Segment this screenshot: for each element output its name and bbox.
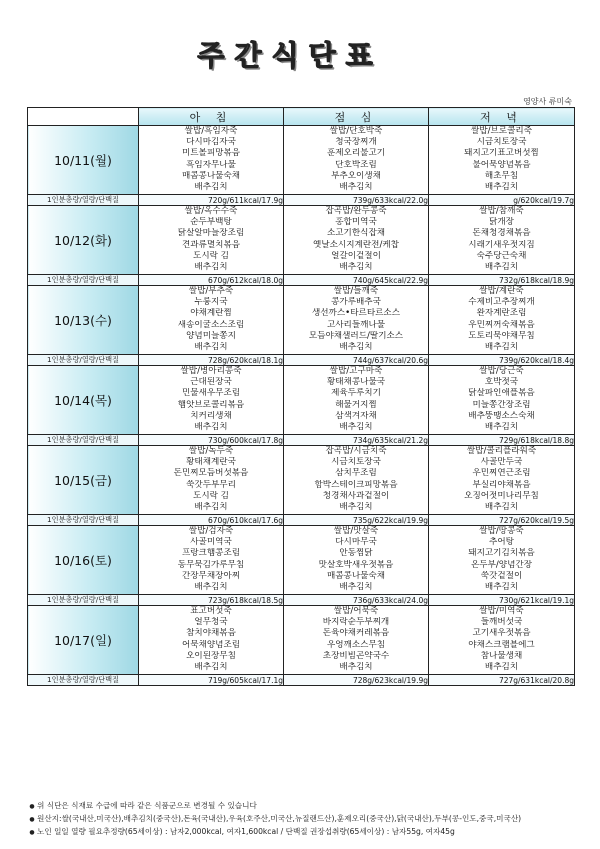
menu-item: 황태채계란국 xyxy=(186,457,236,468)
menu-item: 매콤콩나물숙채 xyxy=(181,170,241,181)
menu-item: 쌀밥/녹두죽 xyxy=(188,446,234,456)
menu-item: 시래기새우젓지짐 xyxy=(468,239,535,250)
menu-item: 야채계란찜 xyxy=(190,308,232,319)
menu-item: 치커리생채 xyxy=(190,410,232,421)
header-lunch: 점 심 xyxy=(284,108,429,126)
menu-item: 누룽지국 xyxy=(194,297,228,308)
meal-cell-dinner xyxy=(429,126,575,195)
meal-cell-dinner xyxy=(429,286,575,355)
menu-item: 쌀밥/흑임자죽 xyxy=(184,126,238,136)
nutrition-value-dinner: 729g/618kcal/18.8g xyxy=(429,435,575,446)
nutrition-value-lunch: 739g/633kcal/22.0g xyxy=(284,195,429,206)
nutrition-value-dinner: 727g/631kcal/20.8g xyxy=(429,675,575,686)
meal-cell-lunch xyxy=(284,526,429,595)
menu-item: 돼지고기김치볶음 xyxy=(468,548,535,559)
day-row xyxy=(28,446,575,515)
menu-item: 배추김치 xyxy=(339,182,373,193)
menu-item: 양념미늘쫑지 xyxy=(186,330,236,341)
weekly-menu-table xyxy=(27,107,575,686)
day-row xyxy=(28,366,575,435)
menu-item: 배추김치 xyxy=(484,502,519,513)
menu-item: 부실리야채볶음 xyxy=(472,479,531,490)
menu-item: 오이된장무침 xyxy=(186,650,236,661)
menu-item: 황태채콩나물국 xyxy=(326,377,386,388)
day-date: 10/12(화) xyxy=(28,206,139,275)
menu-item: 쌀밥/부추죽 xyxy=(188,286,234,296)
menu-item: 고사리들깨나물 xyxy=(326,319,386,330)
day-date: 10/11(월) xyxy=(28,126,139,195)
menu-item: 배추김치 xyxy=(339,422,373,433)
menu-item: 배추김치 xyxy=(339,502,373,513)
meal-cell-lunch xyxy=(284,366,429,435)
menu-item: 우민찌연근조림 xyxy=(472,468,531,479)
menu-item: 닭개장 xyxy=(489,217,514,228)
nutrition-value-breakfast: 730g/600kcal/17.8g xyxy=(139,435,284,446)
nutrition-label: 1인분총량/열량/단백질 xyxy=(28,595,139,606)
day-date: 10/15(금) xyxy=(28,446,139,515)
day-row xyxy=(28,126,575,195)
menu-item: 얼무청국 xyxy=(194,617,228,628)
menu-item: 단호박조림 xyxy=(335,159,377,170)
menu-item: 미늘쫑간장조림 xyxy=(472,399,531,410)
menu-item: 쌀밥/땅콩죽 xyxy=(479,526,524,536)
nutrition-value-breakfast: 670g/610kcal/17.6g xyxy=(139,515,284,526)
menu-item: 숙주당근숙채 xyxy=(476,250,527,261)
note-item: ● 위 식단은 식재료 수급에 따라 같은 식품군으로 변경될 수 있습니다 xyxy=(27,800,582,813)
menu-item: 호박젓국 xyxy=(484,377,519,388)
meal-cell-breakfast xyxy=(139,446,284,515)
nutrition-row xyxy=(28,195,575,206)
menu-item: 배추김치 xyxy=(484,182,519,193)
bullet-icon: ● xyxy=(29,803,35,810)
nutrition-value-dinner: g/620kcal/19.7g xyxy=(429,195,575,206)
meal-cell-lunch xyxy=(284,126,429,195)
notes xyxy=(27,800,582,839)
menu-item: 옛날소시지계란전/케찹 xyxy=(313,239,399,250)
menu-item: 불어묵양념볶음 xyxy=(472,159,531,170)
page-title: 주간식단표 xyxy=(197,39,383,72)
menu-item: 청국장찌개 xyxy=(335,137,377,148)
nutrition-label: 1인분총량/열량/단백질 xyxy=(28,435,139,446)
day-date: 10/16(토) xyxy=(28,526,139,595)
menu-item: 새송이굴소스조림 xyxy=(177,319,245,330)
menu-item: 생선까스•타르타르소스 xyxy=(311,308,401,319)
menu-item: 돈채청경채볶음 xyxy=(472,228,531,239)
menu-item: 쌀밥/참깨죽 xyxy=(479,206,524,216)
menu-item: 다시마김자국 xyxy=(186,137,236,148)
menu-item: 배추김치 xyxy=(194,342,228,353)
menu-item: 쌀밥/맛살죽 xyxy=(333,526,379,536)
day-row xyxy=(28,286,575,355)
menu-item: 소고기한식잡채 xyxy=(326,228,386,239)
menu-item: 모듬야채샐러드/딸기소스 xyxy=(308,330,404,341)
menu-item: 고기새우젓볶음 xyxy=(472,628,531,639)
menu-item: 청경채사과겉절이 xyxy=(322,490,390,501)
menu-item: 쌀밥/계란죽 xyxy=(479,286,524,296)
menu-item: 안동찜닭 xyxy=(339,548,373,559)
menu-item: 잡곡밥/시금치죽 xyxy=(325,446,387,456)
nutrition-value-lunch: 734g/635kcal/21.2g xyxy=(284,435,429,446)
menu-item: 배추김치 xyxy=(484,262,519,273)
menu-item: 쌀밥/병아리콩죽 xyxy=(180,366,242,376)
menu-item: 쌀밥/고구마죽 xyxy=(329,366,383,376)
meal-cell-lunch xyxy=(284,286,429,355)
menu-item: 순두부백탕 xyxy=(190,217,232,228)
menu-item: 배추김치 xyxy=(484,582,519,593)
nutrition-value-dinner: 727g/620kcal/19.5g xyxy=(429,515,575,526)
menu-item: 시금치토장국 xyxy=(476,137,527,148)
menu-item: 완자계란조림 xyxy=(476,308,527,319)
nutrition-value-breakfast: 719g/605kcal/17.1g xyxy=(139,675,284,686)
menu-item: 배추김치 xyxy=(194,502,228,513)
menu-item: 삼색겨자채 xyxy=(335,410,377,421)
menu-item: 쌀밥/들깨죽 xyxy=(333,286,379,296)
menu-item: 초장비빔곤약국수 xyxy=(322,650,390,661)
menu-item: 배추뚱땡소스숙채 xyxy=(468,410,535,421)
menu-item: 쌀밥/어묵죽 xyxy=(333,606,379,616)
note-item: ● 노인 일일 열량 필요추정량(65세이상) : 남자2,000kcal, 여자1,600kcal / 단백질 권장섭취량(65세이상) : 남자55g, 여자45g xyxy=(27,826,582,839)
menu-item: 배추김치 xyxy=(339,342,373,353)
day-row xyxy=(28,526,575,595)
header-row xyxy=(28,108,575,126)
nutrition-value-breakfast: 720g/611kcal/17.9g xyxy=(139,195,284,206)
meal-cell-breakfast xyxy=(139,286,284,355)
meal-cell-lunch xyxy=(284,206,429,275)
menu-item: 돈민찌모듬버섯볶음 xyxy=(173,468,249,479)
menu-item: 매콤콩나물숙채 xyxy=(326,570,386,581)
menu-item: 사골만두국 xyxy=(480,457,523,468)
header-dinner: 저 녁 xyxy=(429,108,575,126)
menu-item: 배추김치 xyxy=(484,662,519,673)
header-blank xyxy=(28,108,139,126)
nutrition-value-lunch: 740g/645kcal/22.9g xyxy=(284,275,429,286)
menu-item: 야채스크램블에그 xyxy=(468,639,535,650)
menu-item: 배추김치 xyxy=(194,422,228,433)
nutrition-label: 1인분총량/열량/단백질 xyxy=(28,195,139,206)
header-breakfast: 아 침 xyxy=(139,108,284,126)
nutrition-value-breakfast: 670g/612kcal/18.0g xyxy=(139,275,284,286)
nutrition-value-dinner: 739g/620kcal/18.4g xyxy=(429,355,575,366)
menu-item: 배추김치 xyxy=(339,262,373,273)
menu-item: 삼치무조림 xyxy=(335,468,377,479)
menu-item: 쌀밥/단호박죽 xyxy=(329,126,383,136)
menu-item: 돼지고기표고버섯찜 xyxy=(464,148,539,159)
menu-item: 시금치토장국 xyxy=(331,457,381,468)
menu-item: 우민찌꺼숙채볶음 xyxy=(468,319,535,330)
day-row xyxy=(28,206,575,275)
menu-item: 부추오이생채 xyxy=(331,170,381,181)
menu-item: 우엉깨소스무침 xyxy=(326,639,386,650)
menu-item: 어묵채양념조림 xyxy=(181,639,241,650)
menu-item: 배추김치 xyxy=(339,582,373,593)
nutrition-row xyxy=(28,675,575,686)
menu-item: 사골미역국 xyxy=(190,537,232,548)
meal-cell-dinner xyxy=(429,526,575,595)
menu-item: 동무묵김가루무침 xyxy=(177,559,245,570)
menu-item: 들깨버섯국 xyxy=(480,617,523,628)
nutrition-value-lunch: 744g/637kcal/20.6g xyxy=(284,355,429,366)
day-row xyxy=(28,606,575,675)
menu-item: 표고버섯죽 xyxy=(190,606,232,616)
menu-item: 잡곡밥/완두콩죽 xyxy=(325,206,387,216)
day-date: 10/13(수) xyxy=(28,286,139,355)
meal-cell-dinner xyxy=(429,446,575,515)
menu-item: 쌀밥/옥수수죽 xyxy=(184,206,238,216)
nutrition-label: 1인분총량/열량/단백질 xyxy=(28,275,139,286)
dietitian-name: 영양사 류미숙 xyxy=(523,97,572,106)
nutrition-value-lunch: 728g/623kcal/19.9g xyxy=(284,675,429,686)
menu-item: 닭살알마늘장조림 xyxy=(177,228,245,239)
menu-item: 쑥갓두부무리 xyxy=(186,479,236,490)
nutrition-label: 1인분총량/열량/단백질 xyxy=(28,515,139,526)
menu-item: 오징어젓미나리무침 xyxy=(464,490,539,501)
nutrition-row xyxy=(28,275,575,286)
menu-item: 배추김치 xyxy=(194,182,228,193)
menu-item: 미트볼피망볶음 xyxy=(181,148,241,159)
menu-item: 배추김치 xyxy=(339,662,373,673)
menu-item: 해초무침 xyxy=(484,170,519,181)
nutrition-value-dinner: 730g/621kcal/19.1g xyxy=(429,595,575,606)
menu-item: 참나물생채 xyxy=(480,650,523,661)
menu-item: 얼갈이겉절이 xyxy=(331,250,381,261)
nutrition-label: 1인분총량/열량/단백질 xyxy=(28,675,139,686)
menu-item: 바지락순두부찌개 xyxy=(322,617,390,628)
menu-item: 민물새우무조림 xyxy=(181,388,241,399)
menu-item: 쌀밥/당근죽 xyxy=(479,366,524,376)
meal-cell-breakfast xyxy=(139,606,284,675)
menu-item: 참치야채볶음 xyxy=(186,628,236,639)
menu-item: 쑥갓겉절이 xyxy=(480,570,523,581)
menu-item: 온두부/양념간장 xyxy=(470,559,532,570)
meal-cell-lunch xyxy=(284,606,429,675)
menu-item: 도시락 김 xyxy=(193,250,229,261)
menu-item: 훈제오리불고기 xyxy=(326,148,386,159)
nutrition-value-dinner: 732g/618kcal/18.9g xyxy=(429,275,575,286)
menu-item: 도토리묵야채무침 xyxy=(468,330,535,341)
menu-item: 쌀밥/검자죽 xyxy=(188,526,234,536)
meal-cell-breakfast xyxy=(139,366,284,435)
menu-item: 콩가루배추국 xyxy=(331,297,381,308)
bullet-icon: ● xyxy=(29,829,35,836)
menu-item: 함박스테이크피망볶음 xyxy=(314,479,398,490)
meal-cell-dinner xyxy=(429,206,575,275)
menu-item: 배추김치 xyxy=(484,422,519,433)
menu-item: 쌀밥/콜리플라워죽 xyxy=(466,446,537,456)
menu-item: 해물거지찜 xyxy=(335,399,377,410)
menu-item: 홍합미역국 xyxy=(335,217,377,228)
nutrition-row xyxy=(28,355,575,366)
menu-item: 배추김치 xyxy=(194,582,228,593)
nutrition-value-lunch: 736g/633kcal/24.0g xyxy=(284,595,429,606)
note-item: ● 원산지:쌀(국내산,미국산),배추김치(중국산),돈육(국내산),우육(호주산,미국산,뉴질랜드산),훈제오리(중국산),닭(국내산),두부(콩-인도,중국,미국산) xyxy=(27,813,582,826)
nutrition-label: 1인분총량/열량/단백질 xyxy=(28,355,139,366)
meal-cell-dinner xyxy=(429,366,575,435)
menu-item: 다시마무국 xyxy=(335,537,377,548)
nutrition-row xyxy=(28,595,575,606)
menu-item: 배추김치 xyxy=(194,662,228,673)
meal-cell-breakfast xyxy=(139,526,284,595)
nutrition-value-lunch: 735g/622kcal/19.9g xyxy=(284,515,429,526)
day-date: 10/14(목) xyxy=(28,366,139,435)
menu-item: 수제비고추장찌개 xyxy=(468,297,535,308)
meal-cell-breakfast xyxy=(139,126,284,195)
nutrition-value-breakfast: 723g/618kcal/18.5g xyxy=(139,595,284,606)
day-date: 10/17(일) xyxy=(28,606,139,675)
menu-item: 배추김치 xyxy=(484,342,519,353)
menu-item: 배추김치 xyxy=(194,262,228,273)
menu-item: 흑임자무나물 xyxy=(186,159,236,170)
menu-item: 햄앗브로콜리볶음 xyxy=(177,399,245,410)
nutrition-value-breakfast: 728g/620kcal/18.1g xyxy=(139,355,284,366)
menu-item: 간장무채장아찌 xyxy=(181,570,241,581)
nutrition-row xyxy=(28,515,575,526)
menu-item: 닭살파인애플볶음 xyxy=(468,388,535,399)
menu-item: 쌀밥/브로콜리죽 xyxy=(470,126,532,136)
meal-cell-dinner xyxy=(429,606,575,675)
menu-item: 돈육야채커레볶음 xyxy=(322,628,390,639)
menu-item: 프랑크햄콩조림 xyxy=(181,548,241,559)
menu-item: 견과류멸치볶음 xyxy=(181,239,241,250)
nutrition-row xyxy=(28,435,575,446)
meal-cell-lunch xyxy=(284,446,429,515)
meal-cell-breakfast xyxy=(139,206,284,275)
menu-item: 맛살호박새우젓볶음 xyxy=(318,559,394,570)
bullet-icon: ● xyxy=(29,816,35,823)
menu-item: 도시락 김 xyxy=(193,490,229,501)
menu-item: 제육두루치기 xyxy=(331,388,381,399)
menu-item: 쌀밥/미역죽 xyxy=(479,606,524,616)
menu-item: 근대된장국 xyxy=(190,377,232,388)
menu-item: 추어탕 xyxy=(489,537,514,548)
